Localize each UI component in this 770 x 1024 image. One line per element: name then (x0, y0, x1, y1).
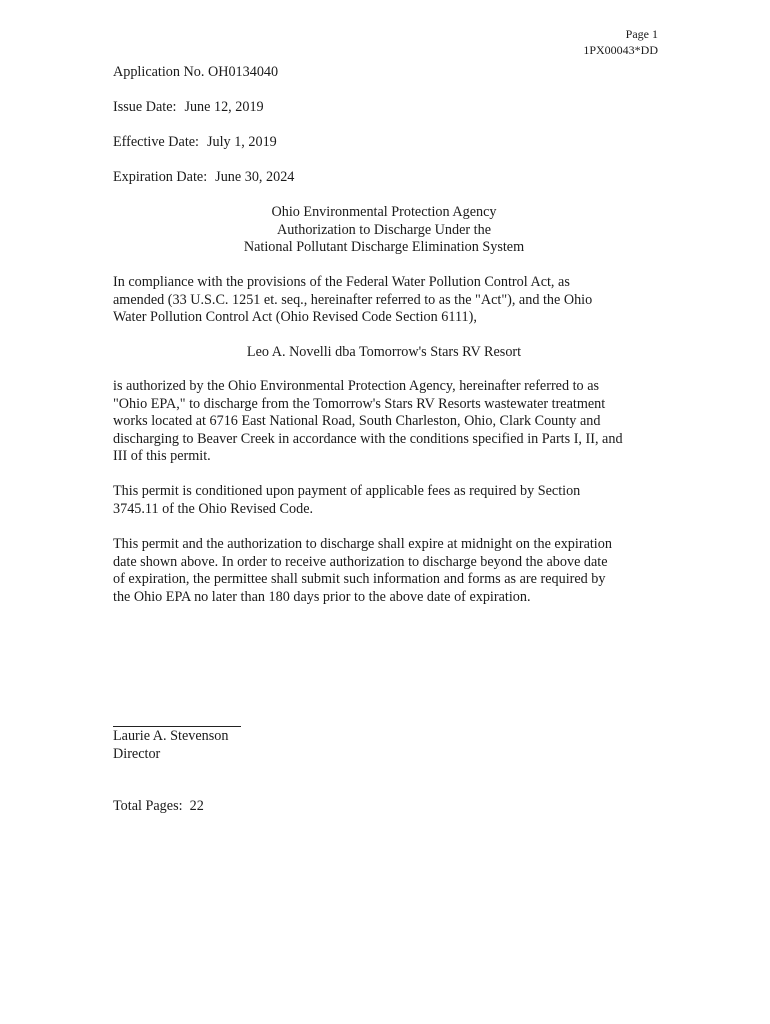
application-value: OH0134040 (207, 64, 279, 80)
expiry-line-1: This permit and the authorization to discharge shall expire at midnight on the expiration (113, 536, 612, 552)
signatory-name: Laurie A. Stevenson (113, 728, 229, 744)
compliance-line-2: amended (33 U.S.C. 1251 et. seq., hereinafter referred to as the "Act"), and the Ohio (113, 291, 593, 308)
total-pages-value: 22 (189, 798, 204, 814)
authorization-line-3: works located at 6716 East National Road, South Charleston, Ohio, Clark County and (113, 413, 601, 430)
signature-block (113, 728, 661, 763)
authorization-line-1: is authorized by the Ohio Environmental Protection Agency, hereinafter referred to as (113, 378, 600, 394)
expiry-line-3: of expiration, the permittee shall submit such information and forms as are required by (113, 571, 606, 588)
authorization-paragraph (113, 378, 663, 466)
total-pages-label: Total Pages: (113, 798, 183, 814)
compliance-paragraph (113, 274, 663, 327)
expiry-line-2: date shown above. In order to receive authorization to discharge beyond the above date (113, 553, 608, 570)
signatory-title: Director (113, 745, 161, 762)
effective-date-label: Effective Date: (113, 134, 199, 150)
issue-date-label: Issue Date: (113, 99, 177, 115)
document-title (113, 204, 655, 257)
authorization-line-2: "Ohio EPA," to discharge from the Tomorrow's Stars RV Resorts wastewater treatment (113, 395, 606, 412)
title-line-3: National Pollutant Discharge Elimination System (243, 239, 525, 256)
title-line-1: Ohio Environmental Protection Agency (271, 204, 497, 220)
application-number (113, 64, 661, 82)
total-pages (113, 798, 661, 816)
page-header (583, 27, 658, 58)
issue-date-value: June 12, 2019 (184, 99, 264, 115)
issue-date (113, 99, 661, 117)
permittee-name (113, 344, 655, 362)
compliance-line-3: Water Pollution Control Act (Ohio Revised Code Section 6111), (113, 309, 477, 326)
expiration-date (113, 169, 661, 187)
fees-paragraph (113, 483, 663, 518)
expiry-paragraph (113, 536, 663, 606)
expiration-date-label: Expiration Date: (113, 169, 208, 185)
signature-line (113, 726, 241, 727)
fees-line-2: 3745.11 of the Ohio Revised Code. (113, 500, 314, 517)
fees-line-1: This permit is conditioned upon payment of applicable fees as required by Section (113, 483, 581, 499)
page-number: Page 1 (625, 27, 658, 41)
permittee-line: Leo A. Novelli dba Tomorrow's Stars RV Resort (246, 344, 522, 360)
authorization-line-4: discharging to Beaver Creek in accordance with the conditions specified in Parts I, II, and (113, 430, 623, 447)
application-label: Application No. (113, 64, 205, 80)
effective-date (113, 134, 661, 152)
expiration-date-value: June 30, 2024 (215, 169, 295, 185)
expiry-line-4: the Ohio EPA no later than 180 days prior to the above date of expiration. (113, 588, 531, 605)
effective-date-value: July 1, 2019 (207, 134, 277, 150)
authorization-line-5: III of this permit. (113, 448, 211, 465)
title-line-2: Authorization to Discharge Under the (276, 221, 492, 238)
compliance-line-1: In compliance with the provisions of the Federal Water Pollution Control Act, as (113, 274, 570, 290)
document-code: 1PX00043*DD (583, 42, 658, 57)
